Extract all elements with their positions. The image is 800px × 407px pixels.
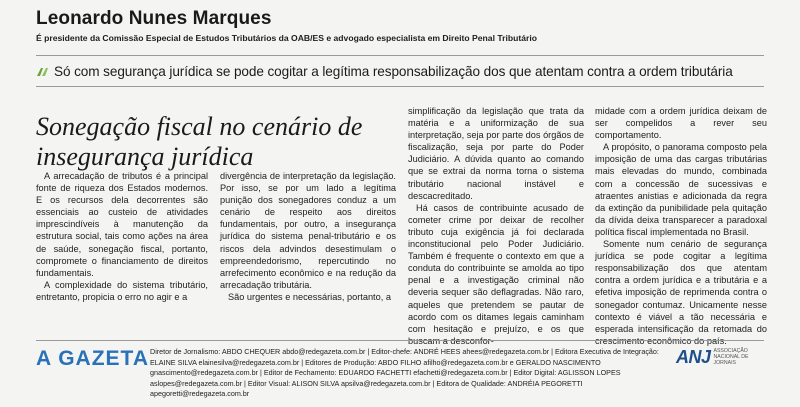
newspaper-logo: A GAZETA [36,347,149,370]
anj-mark: ANJ [676,346,711,367]
article-column-3 [408,105,584,347]
top-divider [36,55,764,56]
staff-credits: Diretor de Jornalismo: ABDO CHEQUER abdo@redegazeta.com.br | Editor-chefe: ANDRÉ HEES ahees@redegazeta.com.br | Editora Executiva de Integração: ELAINE SILVA elainesilva@redegazeta.com.br | Editores de Produção: ABDO FILHO afilho@redegazeta.com.br e GERALDO NASCIMENTO gnascimento@redegazeta.com.br | Editor de Fechamento: EDUARDO FACHETTI efachetti@redegazeta.com.br | Editor Digital: AGLISSON LOPES aslopes@redegazeta.com.br | Editor Visual: ALISON SILVA apsilva@redegazeta.com.br | Editora de Qualidade: ANDRÉIA PEGORETTI apegoretti@redegazeta.com.br [150,347,659,399]
paragraph: São urgentes e necessárias, portanto, a [228,291,391,302]
anj-logo [676,345,772,369]
quote-icon [36,65,48,77]
author-name: Leonardo Nunes Marques [36,8,272,29]
article-column-4 [595,105,767,347]
headline: Sonegação fiscal no cenário de insegurança jurídica [36,112,363,171]
pullquote [36,59,776,83]
paragraph: Somente num cenário de segurança jurídica se pode cogitar a legítima responsabilização dos que atentam contra a ordem jurídica e a tributária e a efetiva imposição de reprimenda contra o sonegador contumaz. Unicamente nesse contexto é viável a tão necessária e esperada intensificação da retomada do [595,239,767,334]
paragraph: Há casos de contribuinte acusado de cometer crime por deixar de recolher tributo cuja exigência já foi declarada inconstitucional pelo Poder Judiciário. Também é frequente o contexto em que a conduta do contribuinte se amolda ao tipo penal e a investigação criminal não deveria sequer são deflagradas. Não raro, aqueles que pretendem se pautar de acordo com os ditames legais caminham com hesitação e prejuízo, e os que [408,202,584,334]
paragraph: divergência de interpretação da legislação. Por isso, se por um lado a legítima punição dos sonegadores conduz a um cenário de respeito aos direitos fundamentais, por outro, a insegurança jurídica do sistema penal-tributário e os riscos dela advindos desestimulam o empreendedorismo, repercutindo no arrefecimento econômico e na redução da arrecadação tributária. [220,171,396,290]
paragraph: midade com a ordem jurídica deixam de ser compelidos a rever seu comportamento. [595,106,767,141]
pullquote-text: Só com segurança jurídica se pode cogitar a legítima responsabilização dos que atentam contra a ordem tributária [54,63,733,79]
anj-text: ASSOCIAÇÃO NACIONAL DE JORNAIS [713,348,749,366]
paragraph: A complexidade do sistema tributário, entretanto, propicia o erro no agir e a [36,279,208,302]
article-column-1 [36,170,208,303]
paragraph: simplificação da legislação que trata da matéria e a uniformização de sua interpretação, seja por parte dos órgãos de fiscalização, seja por parte do Poder Judiciário. A dúvida quanto ao comando que se extrai da norma torna o sistema tributário nacional instável e descacreditado. [408,106,584,201]
article-column-2 [220,170,396,303]
quote-divider [36,86,764,87]
footer-divider [36,340,764,341]
author-bio: É presidente da Comissão Especial de Estudos Tributários da OAB/ES e advogado especialista em Direito Penal Tributário [36,33,537,43]
paragraph: A propósito, o panorama composto pela imposição de uma das cargas tributárias mais elevadas do mundo, combinada com a concessão de sucessivas e atraentes anistias e adicionada da regra da extinção da punibilidade pela quitação da dívida deixa transparecer a paradoxal política fiscal implementada no Brasil. [595,142,767,237]
paragraph: A arrecadação de tributos é a principal fonte de riqueza dos Estados modernos. E os recursos dela decorrentes são essenciais ao custeio de atividades imprescindíveis à manutenção da estrutura social, tais como ações na área de saúde, sonegação fiscal, portanto, compromete o financiamento de direitos fundamentais. [36,171,208,278]
